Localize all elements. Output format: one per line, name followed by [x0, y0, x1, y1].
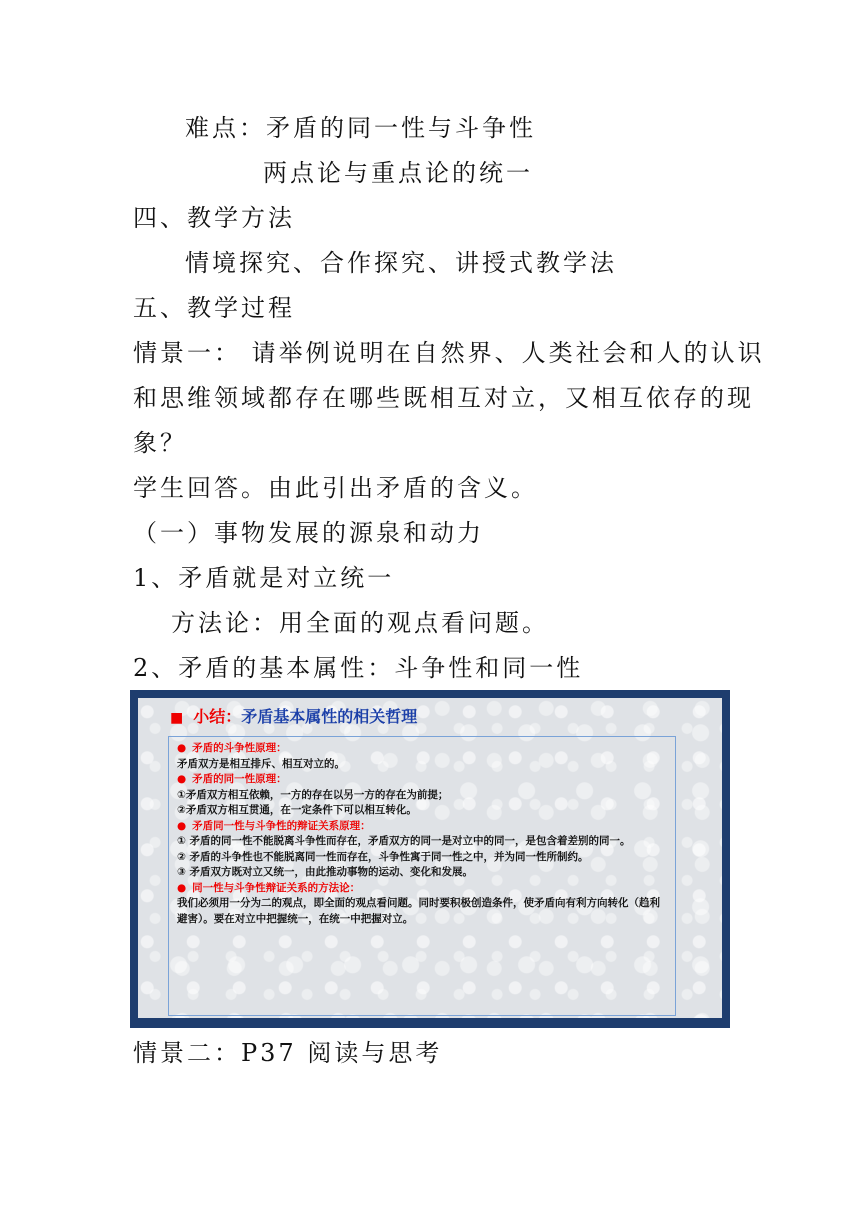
scenario-one-line-3: 象？ [133, 429, 187, 457]
slide-title-label: 小结： [193, 707, 242, 726]
slide-background [138, 698, 722, 1018]
dialectical-relation-item-2: ② 矛盾的斗争性也不能脱离同一性而存在，斗争性寓于同一性之中，并为同一性所制约。 [177, 850, 589, 863]
identity-principle-item-1: ①矛盾双方相互依赖，一方的存在以另一方的存在为前提； [177, 788, 449, 801]
slide-title [170, 704, 417, 727]
methodology-line: 方法论：用全面的观点看问题。 [171, 609, 549, 637]
difficulty-line: 难点：矛盾的同一性与斗争性 [185, 114, 536, 142]
section-heading-methods: 四、教学方法 [133, 204, 295, 232]
bullet-dot-icon: ● [177, 742, 187, 754]
struggle-principle-text: 矛盾双方是相互排斥、相互对立的。 [177, 757, 345, 770]
point-one: 1、矛盾就是对立统一 [133, 564, 395, 592]
bullet-dot-icon: ● [177, 819, 187, 832]
subsection-heading: （一）事物发展的源泉和动力 [133, 519, 484, 547]
slide-content-frame [168, 736, 676, 1016]
bullet-dot-icon: ● [177, 881, 187, 894]
point-two: 2、矛盾的基本属性：斗争性和同一性 [133, 654, 584, 682]
student-answer-line: 学生回答。由此引出矛盾的含义。 [133, 474, 538, 502]
scenario-one-line-2: 和思维领域都存在哪些既相互对立，又相互依存的现 [133, 384, 754, 412]
dialectical-relation-item-1: ① 矛盾的同一性不能脱离斗争性而存在，矛盾双方的同一是对立中的同一，是包含着差别的同一。 [177, 835, 631, 847]
dialectical-relation-heading: ● 矛盾同一性与斗争性的辩证关系原理： [177, 819, 371, 832]
methodology-text: 我们必须用一分为二的观点，即全面的观点看问题。同时要积极创造条件，使矛盾向有利方向转化（趋利避害）。要在对立中把握统一，在统一中把握对立。 [177, 897, 660, 925]
identity-principle-item-2: ②矛盾双方相互贯通，在一定条件下可以相互转化。 [177, 804, 417, 816]
methods-text: 情境探究、合作探究、讲授式教学法 [185, 249, 617, 277]
difficulty-line-2: 两点论与重点论的统一 [263, 159, 533, 187]
identity-principle-heading: ● 矛盾的同一性原理： [177, 773, 287, 785]
summary-slide-image [130, 690, 730, 1028]
square-bullet-icon: ■ [170, 710, 184, 726]
dialectical-relation-item-3: ③ 矛盾双方既对立又统一，由此推动事物的运动、变化和发展。 [177, 866, 474, 878]
slide-title-text: 矛盾基本属性的相关哲理 [241, 707, 418, 726]
methodology-heading: ● 同一性与斗争性辩证关系的方法论： [177, 881, 361, 894]
scenario-one-line-1: 情景一： 请举例说明在自然界、人类社会和人的认识 [133, 339, 765, 367]
bullet-dot-icon: ● [177, 773, 187, 785]
struggle-principle-heading: ● 矛盾的斗争性原理： [177, 742, 287, 754]
scenario-two-line: 情景二：P37 阅读与思考 [133, 1039, 443, 1067]
section-heading-process: 五、教学过程 [133, 294, 295, 322]
